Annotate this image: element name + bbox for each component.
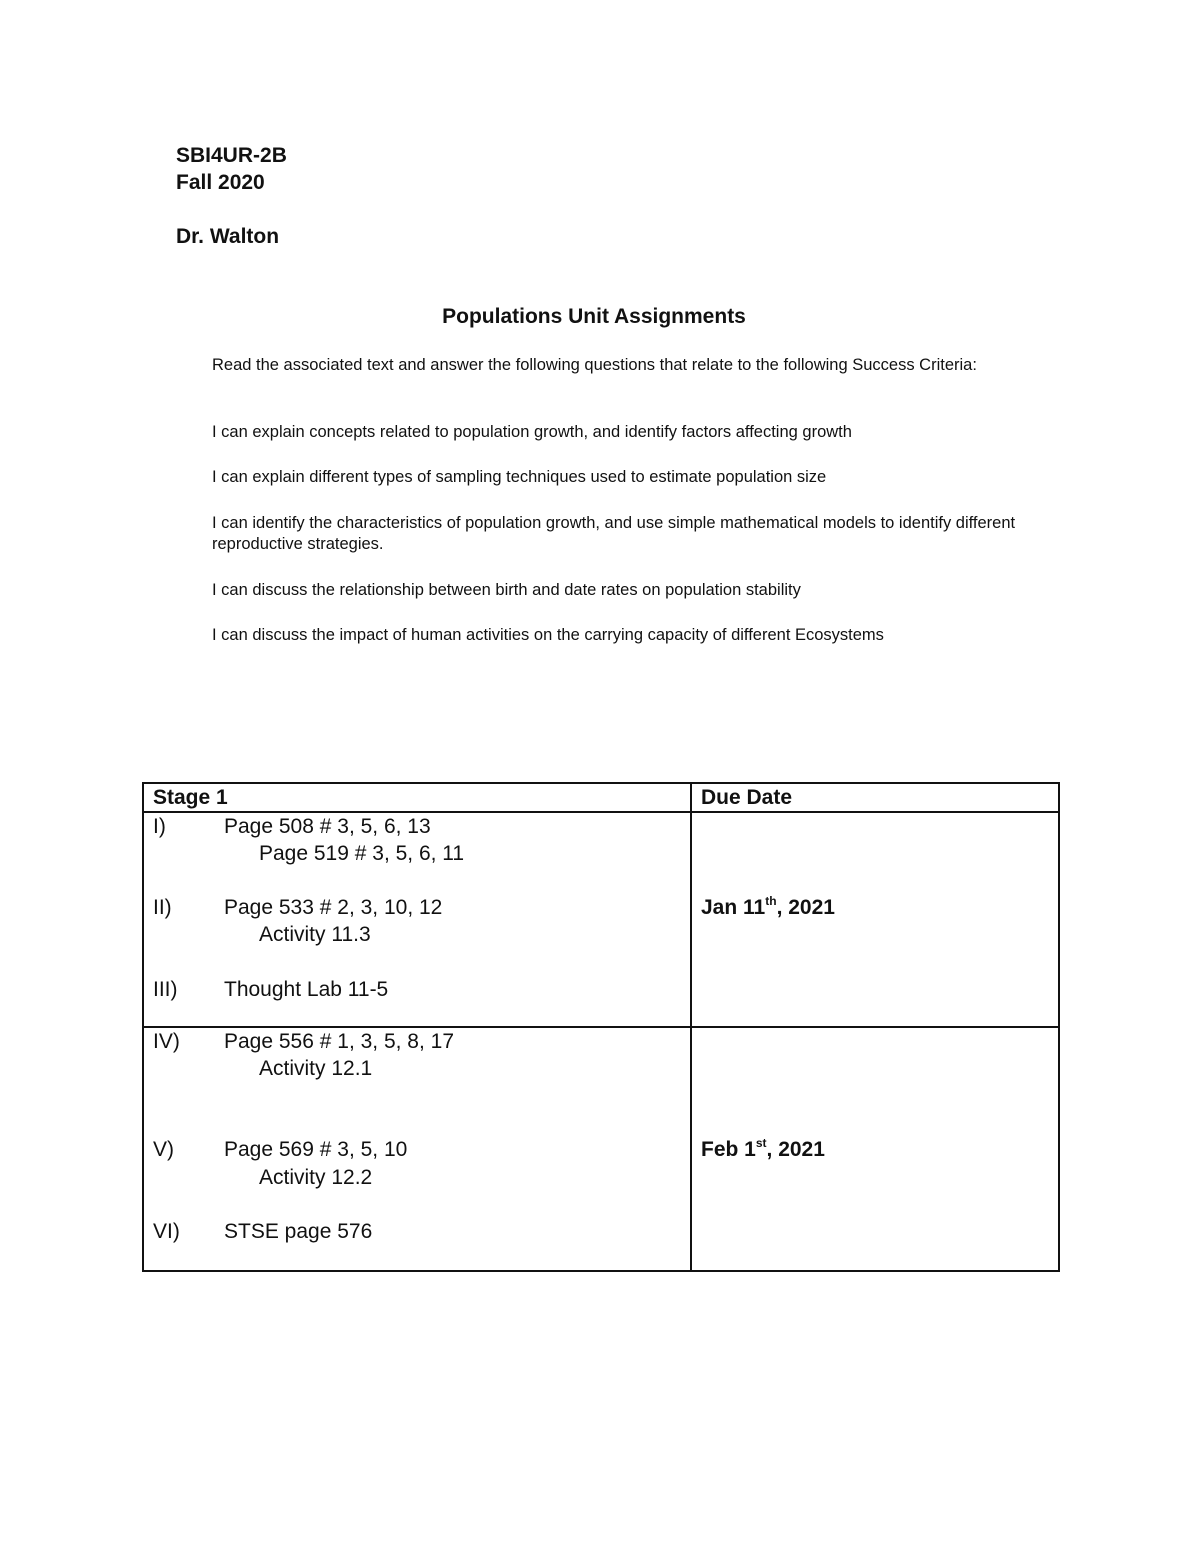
criterion-2: I can explain different types of sampling techniques used to estimate population size xyxy=(212,468,827,486)
list-item: Page 519 # 3, 5, 6, 11 xyxy=(259,842,465,865)
list-item: Thought Lab 11-5 xyxy=(224,978,389,1001)
list-item: Page 556 # 1, 3, 5, 8, 17 xyxy=(224,1030,455,1053)
header-due-date: Due Date xyxy=(691,783,1059,812)
item-number: IV) xyxy=(153,1030,180,1053)
criterion-3: I can identify the characteristics of population growth, and use simple mathematical models to identify different reproductive strategies. xyxy=(212,514,1016,553)
list-item: Activity 12.1 xyxy=(259,1057,373,1080)
criterion-5: I can discuss the impact of human activities on the carrying capacity of different Ecosystems xyxy=(212,626,884,644)
item-number: III) xyxy=(153,978,178,1001)
list-item: Page 569 # 3, 5, 10 xyxy=(224,1138,408,1161)
due-date-cell xyxy=(691,812,1059,1027)
list-item: STSE page 576 xyxy=(224,1220,373,1243)
intro-paragraph: Read the associated text and answer the following questions that relate to the following Success Criteria: xyxy=(212,356,977,374)
list-item: Page 508 # 3, 5, 6, 13 xyxy=(224,815,431,838)
header-stage: Stage 1 xyxy=(143,783,691,812)
list-item: Activity 12.2 xyxy=(259,1166,373,1189)
list-item: Page 533 # 2, 3, 10, 12 xyxy=(224,896,443,919)
item-number: V) xyxy=(153,1138,174,1161)
teacher-name: Dr. Walton xyxy=(176,225,280,248)
table-row xyxy=(143,1027,1059,1271)
due-date: Jan 11th, 2021 xyxy=(701,894,835,919)
due-date-cell xyxy=(691,1027,1059,1271)
term: Fall 2020 xyxy=(176,171,265,194)
course-code: SBI4UR-2B xyxy=(176,144,287,167)
items-cell xyxy=(143,812,691,1027)
item-number: VI) xyxy=(153,1220,180,1243)
item-number: I) xyxy=(153,815,166,838)
due-date: Feb 1st, 2021 xyxy=(701,1136,825,1161)
item-number: II) xyxy=(153,896,172,919)
table-header-row xyxy=(143,783,1059,812)
table-row xyxy=(143,812,1059,1027)
criterion-4: I can discuss the relationship between birth and date rates on population stability xyxy=(212,581,801,599)
assignments-table xyxy=(142,782,1060,1272)
page-title: Populations Unit Assignments xyxy=(442,305,746,328)
items-cell xyxy=(143,1027,691,1271)
list-item: Activity 11.3 xyxy=(259,923,371,946)
criterion-1: I can explain concepts related to population growth, and identify factors affecting growth xyxy=(212,423,852,441)
